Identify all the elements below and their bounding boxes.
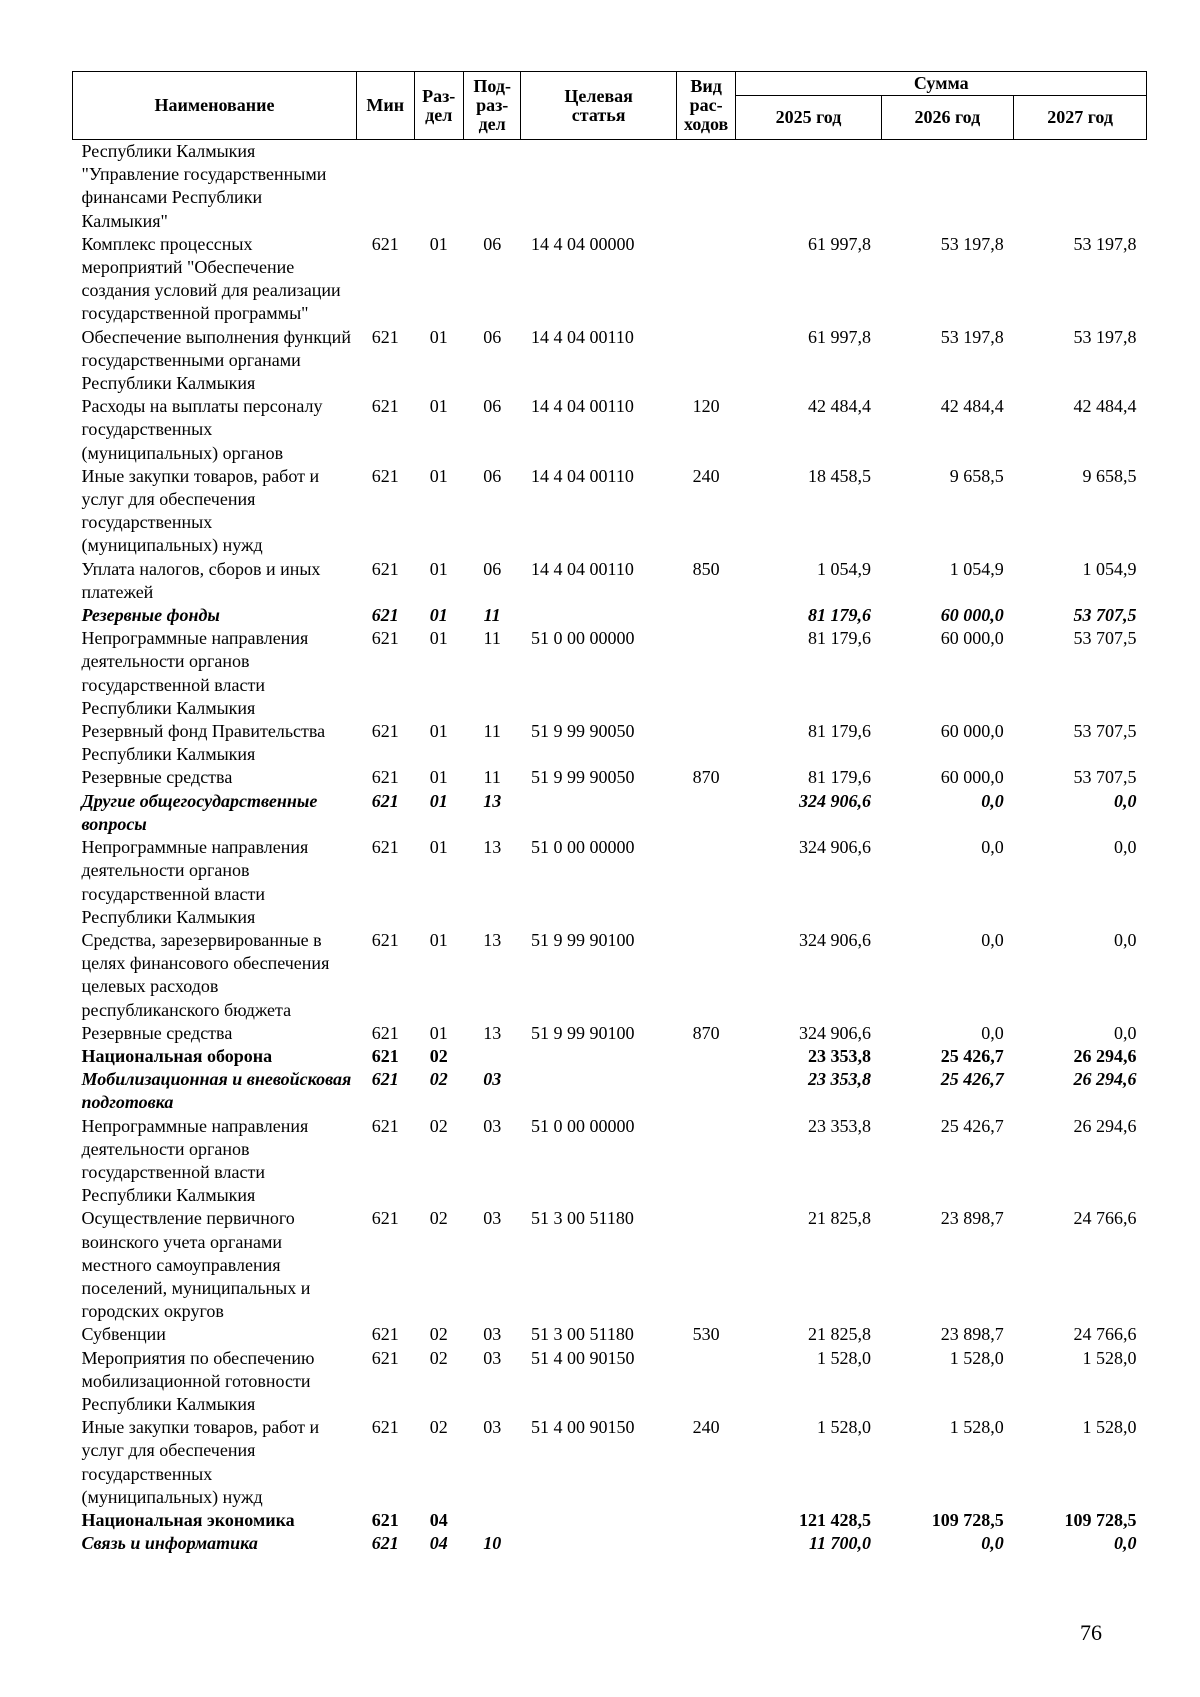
cell-min: 621 [371,929,399,950]
cell-2026: 109 728,5 [931,1509,1004,1530]
cell-name: Мобилизационная и вневойсковая подготовка [81,1069,352,1113]
cell-2027: 53 707,5 [1073,628,1137,649]
cell-razdel [414,140,463,233]
table-row [73,929,1147,1022]
cell-2026: 60 000,0 [940,721,1004,742]
cell-podrazdel: 13 [483,837,502,858]
cell-podrazdel: 03 [483,1417,502,1438]
cell-podrazdel: 03 [483,1347,502,1368]
cell-name: Расходы на выплаты персоналу государственных (муниципальных) органов [81,396,323,463]
cell-vid [676,1347,736,1417]
cell-2027: 53 707,5 [1073,767,1137,788]
cell-target [521,1532,676,1555]
cell-podrazdel [463,1045,521,1068]
cell-razdel: 01 [429,605,448,626]
cell-vid: 850 [692,558,720,579]
cell-target [521,1509,676,1532]
cell-name: Субвенции [81,1324,166,1345]
table-body [73,140,1147,1556]
cell-vid [676,604,736,627]
cell-razdel: 04 [429,1533,448,1554]
cell-podrazdel: 11 [483,767,501,788]
cell-target: 51 0 00 00000 [530,1115,635,1136]
cell-2027: 24 766,6 [1073,1324,1137,1345]
cell-2027: 109 728,5 [1064,1509,1137,1530]
cell-2026: 0,0 [981,1022,1004,1043]
cell-target [521,604,676,627]
cell-2027: 26 294,6 [1073,1069,1137,1090]
table-row [73,1416,1147,1509]
cell-2025: 11 700,0 [809,1533,872,1554]
cell-razdel: 01 [429,558,448,579]
table-row [73,1509,1147,1532]
cell-2025 [736,140,881,233]
cell-vid: 240 [692,465,720,486]
table-row [73,1323,1147,1346]
cell-target: 51 0 00 00000 [530,628,635,649]
table-row [73,1207,1147,1323]
table-row [73,233,1147,326]
cell-2026: 0,0 [981,929,1004,950]
cell-target: 51 9 99 90050 [530,721,635,742]
cell-2027: 0,0 [1114,929,1137,950]
cell-podrazdel: 03 [483,1115,502,1136]
cell-target: 51 0 00 00000 [530,837,635,858]
cell-podrazdel: 11 [483,721,501,742]
cell-razdel: 02 [429,1324,448,1345]
cell-target [521,790,676,836]
cell-podrazdel: 03 [483,1208,502,1229]
cell-vid [676,140,736,233]
cell-vid [676,836,736,929]
cell-2027: 0,0 [1114,790,1137,811]
cell-min: 621 [371,233,399,254]
cell-2025: 324 906,6 [799,837,872,858]
cell-razdel: 01 [429,1022,448,1043]
cell-vid [676,929,736,1022]
cell-min: 621 [371,1417,399,1438]
cell-min: 621 [371,326,399,347]
cell-2025: 21 825,8 [808,1208,872,1229]
table-row [73,1532,1147,1555]
cell-vid: 530 [692,1324,720,1345]
cell-name: Национальная экономика [81,1509,295,1530]
cell-target: 51 9 99 90100 [530,929,635,950]
cell-2025: 1 528,0 [817,1347,872,1368]
cell-vid [676,233,736,326]
cell-2026: 1 528,0 [949,1417,1004,1438]
cell-target: 51 9 99 90050 [530,767,635,788]
cell-razdel: 02 [429,1069,448,1090]
cell-name: Осуществление первичного воинского учета органами местного самоуправления поселений, муниципальных и городских округов [81,1208,311,1322]
cell-2025: 324 906,6 [799,1022,872,1043]
table-row [73,558,1147,604]
cell-2026: 1 528,0 [949,1347,1004,1368]
cell-razdel: 01 [429,767,448,788]
cell-min: 621 [371,721,399,742]
header-2026: 2026 год [881,96,1014,140]
cell-2026: 25 426,7 [940,1115,1004,1136]
cell-min: 621 [371,628,399,649]
cell-vid [676,1045,736,1068]
table-row [73,627,1147,720]
cell-podrazdel: 11 [483,628,501,649]
cell-razdel: 01 [429,628,448,649]
cell-target: 14 4 04 00110 [530,396,634,417]
table-row [73,720,1147,766]
cell-2026: 9 658,5 [949,465,1004,486]
table-row [73,1022,1147,1045]
cell-name: Республики Калмыкия "Управление государственными финансами Республики Калмыкия" [81,141,327,231]
cell-min: 621 [371,1115,399,1136]
cell-vid: 870 [692,767,720,788]
cell-name: Резервные средства [81,767,233,788]
cell-2026: 60 000,0 [940,628,1004,649]
cell-min: 621 [371,1533,399,1554]
cell-2026: 42 484,4 [940,396,1004,417]
cell-razdel: 04 [429,1509,448,1530]
cell-podrazdel: 10 [483,1533,502,1554]
cell-min: 621 [371,396,399,417]
cell-name: Обеспечение выполнения функций государственными органами Республики Калмыкия [81,326,351,394]
cell-2027: 0,0 [1114,1022,1137,1043]
cell-razdel: 01 [429,929,448,950]
cell-2026: 25 426,7 [940,1069,1004,1090]
cell-target [521,140,676,233]
cell-vid [676,326,736,396]
cell-2026: 60 000,0 [940,605,1004,626]
cell-vid [676,627,736,720]
cell-name: Другие общегосударственные вопросы [81,790,318,834]
table-row [73,1347,1147,1417]
cell-target: 14 4 04 00110 [530,326,634,347]
cell-razdel: 02 [429,1115,448,1136]
cell-2027: 1 528,0 [1082,1417,1137,1438]
cell-podrazdel: 06 [483,396,502,417]
cell-target: 14 4 04 00000 [530,233,635,254]
cell-razdel: 02 [429,1045,448,1066]
cell-2026: 0,0 [981,1533,1004,1554]
header-vid: Вид рас- ходов [676,72,736,140]
cell-2025: 23 353,8 [808,1115,872,1136]
page-number: 76 [1080,1620,1102,1645]
cell-min: 621 [371,767,399,788]
cell-target: 14 4 04 00110 [530,465,634,486]
cell-2025: 81 179,6 [808,767,872,788]
cell-name: Иные закупки товаров, работ и услуг для обеспечения государственных (муниципальных) нужд [81,465,320,556]
cell-razdel: 01 [429,721,448,742]
header-2027: 2027 год [1014,96,1147,140]
cell-name: Национальная оборона [81,1045,273,1066]
table-row [73,604,1147,627]
cell-2026: 0,0 [981,790,1004,811]
cell-2026: 23 898,7 [940,1208,1004,1229]
cell-podrazdel [463,1509,521,1532]
cell-2025: 121 428,5 [799,1509,872,1530]
cell-2026: 0,0 [981,837,1004,858]
table-row [73,790,1147,836]
cell-name: Иные закупки товаров, работ и услуг для обеспечения государственных (муниципальных) нужд [81,1417,320,1507]
table-row [73,1115,1147,1208]
cell-podrazdel: 06 [483,558,502,579]
cell-2025: 21 825,8 [808,1324,872,1345]
cell-2025: 23 353,8 [808,1045,872,1066]
cell-2027: 42 484,4 [1073,396,1137,417]
cell-2027: 1 528,0 [1082,1347,1137,1368]
cell-2026: 25 426,7 [940,1045,1004,1066]
cell-2027: 53 707,5 [1073,721,1137,742]
cell-name: Резервный фонд Правительства Республики Калмыкия [81,721,326,765]
cell-2026 [881,140,1014,233]
cell-2025: 23 353,8 [808,1069,872,1090]
cell-razdel: 01 [429,396,448,417]
table-row [73,836,1147,929]
header-2025: 2025 год [736,96,881,140]
cell-name: Уплата налогов, сборов и иных платежей [81,558,321,602]
header-name: Наименование [73,72,357,140]
cell-target [521,1045,676,1068]
cell-razdel: 01 [429,233,448,254]
cell-2027: 24 766,6 [1073,1208,1137,1229]
cell-vid: 240 [692,1417,720,1438]
cell-min [356,140,414,233]
cell-razdel: 02 [429,1347,448,1368]
table-row [73,1045,1147,1068]
cell-target: 51 4 00 90150 [530,1347,635,1368]
cell-podrazdel: 06 [483,233,502,254]
cell-name: Непрограммные направления деятельности органов государственной власти Республики Калмыкия [81,1115,309,1206]
table-row [73,326,1147,396]
cell-2027: 0,0 [1114,1533,1137,1554]
cell-2027: 9 658,5 [1082,465,1137,486]
cell-name: Непрограммные направления деятельности органов государственной власти Республики Калмыкия [81,628,309,718]
cell-2026: 53 197,8 [940,326,1004,347]
header-min: Мин [356,72,414,140]
cell-podrazdel: 03 [483,1069,502,1090]
cell-razdel: 01 [429,465,448,486]
cell-2026: 23 898,7 [940,1324,1004,1345]
cell-2025: 324 906,6 [799,929,872,950]
cell-2027: 0,0 [1114,837,1137,858]
cell-2025: 1 054,9 [817,558,872,579]
cell-2025: 61 997,8 [808,233,872,254]
cell-min: 621 [371,465,399,486]
cell-target: 14 4 04 00110 [530,558,634,579]
cell-name: Резервные средства [81,1022,233,1043]
table-row [73,140,1147,233]
cell-min: 621 [371,1324,399,1345]
cell-min: 621 [371,1069,399,1090]
table-row [73,766,1147,789]
cell-vid: 870 [692,1022,720,1043]
cell-vid [676,1068,736,1114]
cell-name: Связь и информатика [81,1533,258,1554]
header-sum: Сумма [736,72,1147,96]
cell-2027: 1 054,9 [1082,558,1137,579]
budget-table [72,71,1147,1555]
cell-vid [676,1509,736,1532]
cell-2027 [1014,140,1147,233]
cell-podrazdel: 13 [483,929,502,950]
cell-razdel: 01 [429,837,448,858]
header-target: Целевая статья [521,72,676,140]
header-razdel: Раз- дел [414,72,463,140]
cell-name: Комплекс процессных мероприятий "Обеспечение создания условий для реализации государственной программы" [81,233,341,324]
cell-min: 621 [371,1347,399,1368]
cell-2027: 26 294,6 [1073,1045,1137,1066]
cell-podrazdel: 06 [483,465,502,486]
cell-2025: 324 906,6 [799,790,872,811]
cell-razdel: 02 [429,1208,448,1229]
cell-podrazdel: 03 [483,1324,502,1345]
cell-target: 51 3 00 51180 [530,1324,634,1345]
cell-target: 51 4 00 90150 [530,1417,635,1438]
document-page [72,71,1147,1645]
cell-2025: 61 997,8 [808,326,872,347]
cell-2026: 1 054,9 [949,558,1004,579]
cell-vid [676,1207,736,1323]
cell-min: 621 [371,837,399,858]
cell-2025: 42 484,4 [808,396,872,417]
table-row [73,465,1147,558]
cell-target [521,1068,676,1114]
cell-min: 621 [371,605,399,626]
cell-target: 51 3 00 51180 [530,1208,634,1229]
table-row [73,395,1147,465]
cell-2027: 26 294,6 [1073,1115,1137,1136]
cell-razdel: 02 [429,1417,448,1438]
cell-2025: 81 179,6 [808,605,872,626]
cell-min: 621 [371,1509,399,1530]
cell-2026: 53 197,8 [940,233,1004,254]
cell-2025: 18 458,5 [808,465,872,486]
header-podrazdel: Под- раз- дел [463,72,521,140]
cell-min: 621 [371,1208,399,1229]
cell-2027: 53 707,5 [1073,605,1137,626]
cell-vid [676,1532,736,1555]
cell-name: Непрограммные направления деятельности органов государственной власти Республики Калмыкия [81,837,309,927]
cell-vid [676,720,736,766]
cell-podrazdel [463,140,521,233]
cell-name: Мероприятия по обеспечению мобилизационной готовности Республики Калмыкия [81,1347,315,1414]
cell-2025: 81 179,6 [808,628,872,649]
cell-2025: 1 528,0 [817,1417,872,1438]
cell-2027: 53 197,8 [1073,326,1137,347]
cell-2025: 81 179,6 [808,721,872,742]
cell-razdel: 01 [429,790,448,811]
cell-vid: 120 [692,396,720,417]
cell-name: Резервные фонды [81,605,220,626]
cell-vid [676,790,736,836]
cell-vid [676,1115,736,1208]
cell-razdel: 01 [429,326,448,347]
cell-2027: 53 197,8 [1073,233,1137,254]
cell-target: 51 9 99 90100 [530,1022,635,1043]
cell-2026: 60 000,0 [940,767,1004,788]
cell-podrazdel: 11 [483,605,501,626]
cell-min: 621 [371,790,399,811]
cell-podrazdel: 13 [483,1022,502,1043]
cell-podrazdel: 13 [483,790,502,811]
cell-podrazdel: 06 [483,326,502,347]
cell-min: 621 [371,1022,399,1043]
cell-name: Средства, зарезервированные в целях финансового обеспечения целевых расходов республиканского бюджета [81,929,330,1020]
table-row [73,1068,1147,1114]
cell-min: 621 [371,1045,399,1066]
cell-min: 621 [371,558,399,579]
